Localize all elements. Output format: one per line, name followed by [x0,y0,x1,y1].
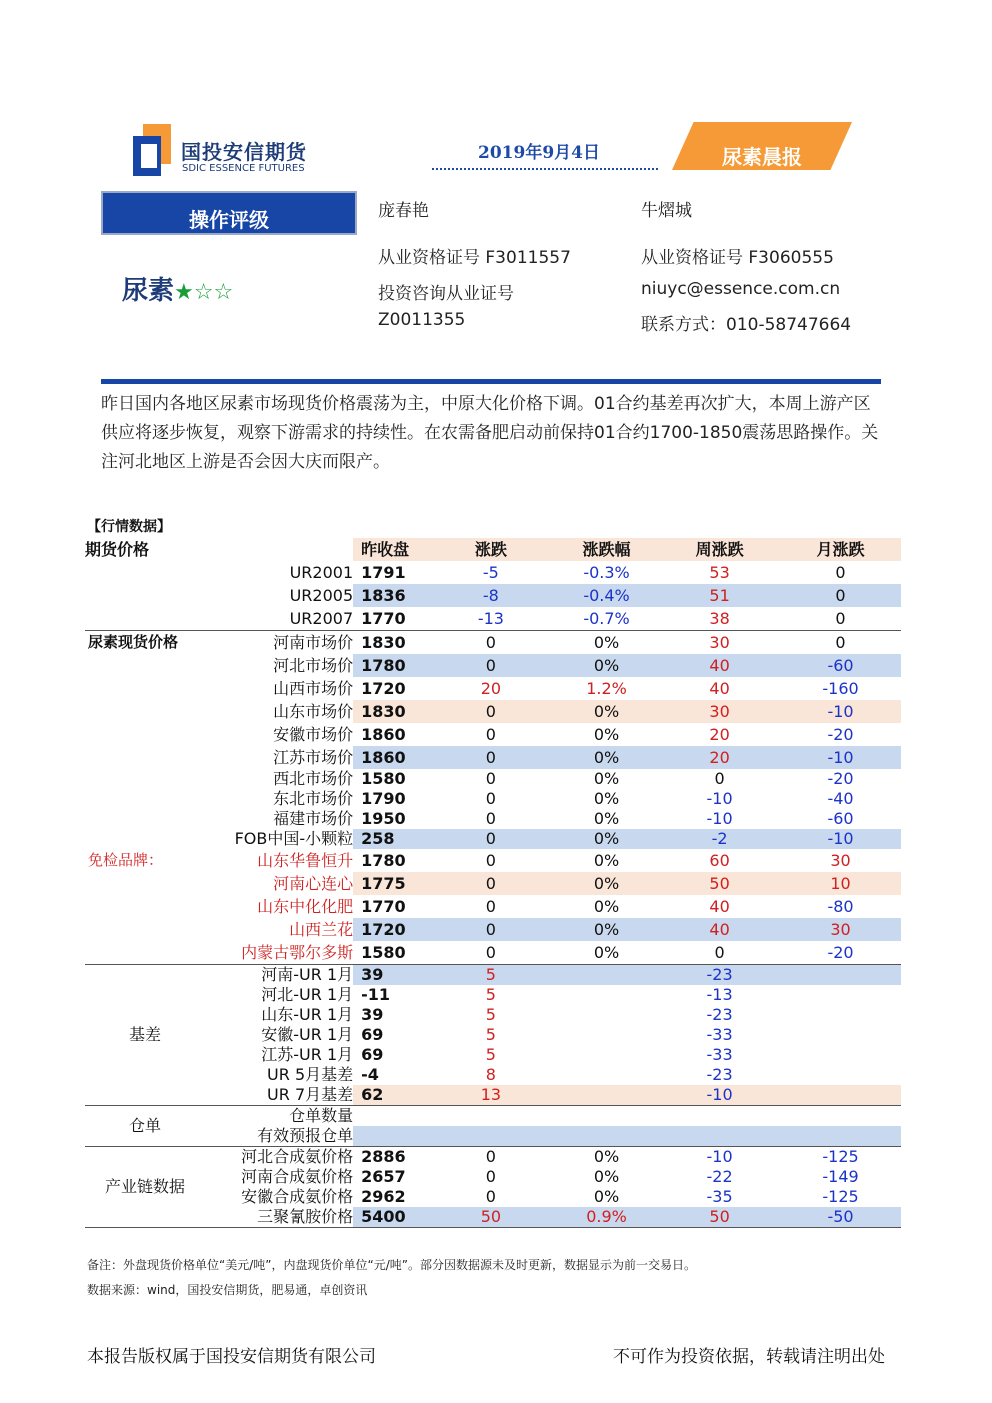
data-source: 数据来源：wind，国投安信期货，肥易通，卓创资讯 [87,1283,368,1297]
basis-row [85,1085,901,1106]
cell-chg: 5 [485,1045,496,1064]
basis-row [85,1045,901,1065]
spot-row [85,809,901,829]
cell-month [780,1025,901,1045]
spot-row [85,829,901,849]
cell-pct: 1.2% [586,679,627,698]
cell-close: 1780 [353,654,428,677]
analyst-2-license[interactable]: 从业资格证号 F3060555 [641,248,834,268]
cell-chg [428,1126,554,1147]
cell-chg: 0 [428,654,554,677]
cell-chg: 5 [485,1005,496,1024]
analyst-2-phone: 联系方式：010-58747664 [641,315,852,335]
row-label: 山西兰花 [289,920,354,939]
cell-pct [554,1085,659,1106]
futures-row [85,607,901,631]
cell-pct: 0% [554,1147,659,1168]
brand-row [85,849,901,872]
cell-chg: -8 [428,584,554,607]
row-label: UR2007 [289,609,354,628]
col-chg: 涨跌 [428,538,554,561]
cell-close: -11 [361,985,391,1004]
chain-row [85,1147,901,1168]
cell-week: -35 [706,1187,733,1206]
cell-pct [554,985,659,1005]
cell-chg: 0 [485,789,496,808]
cell-month: -10 [780,746,901,769]
row-label: 安徽合成氨价格 [241,1187,354,1206]
col-month: 月涨跌 [780,538,901,561]
row-label: 山西市场价 [273,679,354,698]
row-label: 河南-UR 1月 [85,965,353,986]
cell-chg: 0 [428,829,554,849]
cell-month: -10 [780,829,901,849]
cell-close: 39 [353,965,428,986]
cell-month: -10 [780,700,901,723]
rating-label: 操作评级 [189,208,269,232]
cell-pct: 0% [593,1187,620,1206]
cell-pct: 0% [593,789,620,808]
company-name-en: SDIC ESSENCE FUTURES [182,163,305,174]
cell-month: 0 [835,609,846,628]
col-close: 昨收盘 [353,538,428,561]
cell-week: -2 [659,829,780,849]
cell-close: 1836 [353,584,428,607]
rating-value [122,270,233,307]
row-label: UR2001 [289,563,354,582]
cell-chg: 0 [485,769,496,788]
cell-month: -40 [827,789,854,808]
row-label [85,1167,354,1196]
row-label: 内蒙古鄂尔多斯 [241,943,354,962]
cell-pct [554,1126,659,1147]
spot-row [85,746,901,769]
cell-close [353,1106,428,1127]
cell-week: 30 [659,631,780,655]
row-label: UR2005 [289,586,354,605]
cell-pct: -0.3% [583,563,630,582]
row-label: 福建市场价 [273,809,354,828]
cell-close: 1580 [361,769,406,788]
cell-chg: 0 [485,943,496,962]
cell-pct: 0% [593,725,620,744]
row-label [85,631,353,655]
cell-month: -20 [827,769,854,788]
cell-chg: 0 [428,700,554,723]
cell-month: 0 [780,631,901,655]
row-group-label: 产业链数据 [104,1177,185,1196]
cell-month: -149 [822,1167,859,1186]
cell-month: -125 [780,1147,901,1168]
summary-text: 昨日国内各地区尿素市场现货价格震荡为主，中原大化价格下调。01合约基差再次扩大，本周上游产区供应将逐步恢复，观察下游需求的持续性。在农需备肥启动前保持01合约1700-1850震荡思路操作。关注河北地区上游是否会因大庆而限产。 [101,394,879,472]
cell-week: -10 [659,1085,780,1106]
cell-month [780,1126,901,1147]
cell-week: 40 [709,679,730,698]
basis-row [85,1005,901,1025]
date-divider [432,168,658,170]
cell-month [780,965,901,986]
row-label: 三聚氰胺价格 [85,1207,353,1228]
cell-week: 0 [714,769,725,788]
cell-chg: 0 [485,1167,496,1186]
cell-pct: 0% [593,809,620,828]
cell-close: 2962 [361,1187,406,1206]
cell-close [353,1126,428,1147]
cell-close: 1790 [361,789,406,808]
cell-pct: 0.9% [554,1207,659,1228]
cell-week: 40 [659,918,780,941]
cell-close: 1770 [361,897,406,916]
row-label [85,1106,354,1135]
cell-month: -20 [827,943,854,962]
analyst-1-advisory-id: Z0011355 [378,310,466,330]
row-group-label: 免检品牌： [88,851,164,869]
cell-chg: 0 [485,897,496,916]
cell-chg: 0 [485,1187,496,1206]
cell-chg: 5 [485,985,496,1004]
cell-chg: 0 [485,809,496,828]
spot-row [85,723,901,746]
row-label: 河南心连心 [273,874,354,893]
cell-pct [554,1045,659,1065]
cell-pct: 0% [554,700,659,723]
row-label [85,849,353,872]
cell-chg: 20 [480,679,502,698]
cell-pct: -0.7% [583,609,630,628]
cell-close: 258 [353,829,428,849]
row-label: 有效预报仓单 [257,1126,354,1145]
cell-month [780,1085,901,1106]
cell-week: -10 [659,1147,780,1168]
cell-week [659,1126,780,1147]
cell-week: 60 [709,851,730,870]
cell-week: 30 [659,700,780,723]
cell-chg: 0 [428,872,554,895]
cell-chg: 8 [485,1065,496,1084]
basis-row [85,1025,901,1045]
cell-pct: 0% [554,631,659,655]
cell-month [780,985,901,1005]
basis-row [85,1065,901,1085]
row-label: FOB中国-小颗粒 [234,829,354,848]
row-group-label: 尿素现货价格 [88,633,179,651]
brand-row [85,895,901,918]
cell-pct: 0% [593,851,620,870]
row-label: 河北市场价 [273,656,354,675]
cell-close: 1950 [361,809,406,828]
row-label: 江苏市场价 [273,748,354,767]
row-label: UR 7月基差 [267,1085,354,1104]
cell-close: 2657 [361,1167,406,1186]
cell-close: 1775 [353,872,428,895]
cell-chg: -5 [482,563,499,582]
row-label-text: 安徽-UR 1月 [261,1025,354,1044]
cell-month [780,1106,901,1127]
cell-month: -80 [827,897,854,916]
cell-month: -125 [822,1187,859,1206]
cell-close: 1770 [361,609,406,628]
cell-close: 39 [361,1005,384,1024]
footer-copyright: 本报告版权属于国投安信期货有限公司 [87,1347,376,1367]
cell-close: 62 [353,1085,428,1106]
row-label: 河北-UR 1月 [261,985,354,1004]
row-label: 山东市场价 [273,702,354,721]
cell-month: 10 [780,872,901,895]
row-group-label: 基差 [128,1025,161,1044]
row-label: UR 5月基差 [267,1065,354,1084]
cell-pct [554,1025,659,1045]
spot-row [85,700,901,723]
row-label [85,1025,353,1045]
cell-week: -13 [706,985,733,1004]
cell-week: -33 [706,1045,733,1064]
report-title: 尿素晨报 [722,145,802,169]
table-note: 备注：外盘现货价格单位“美元/吨”，内盘现货价单位“元/吨”。部分因数据源未及时更新，数据显示为前一交易日。 [87,1258,696,1272]
cell-close: 5400 [353,1207,428,1228]
chain-row [85,1187,901,1207]
row-label-text: 河南市场价 [273,633,354,652]
spot-row [85,677,901,700]
cell-chg [428,1106,554,1127]
cell-month: -60 [780,654,901,677]
company-name: 国投安信期货 [181,140,307,164]
cell-month: -160 [822,679,859,698]
chain-row [85,1207,901,1228]
col-pct: 涨跌幅 [554,538,659,561]
brand-row [85,872,901,895]
row-label: 安徽市场价 [273,725,354,744]
cell-close: 1830 [353,631,428,655]
rating-product: 尿素 [122,276,175,306]
cell-chg: 0 [428,746,554,769]
cell-chg: 5 [485,1025,496,1044]
cell-close: 2886 [353,1147,428,1168]
cell-week: -22 [706,1167,733,1186]
cell-month: 0 [835,563,846,582]
spot-row [85,654,901,677]
row-label: 河北合成氨价格 [85,1147,353,1168]
cell-close: 1720 [353,918,428,941]
col-week: 周涨跌 [659,538,780,561]
cell-month: -60 [827,809,854,828]
row-label-text: 山东华鲁恒升 [257,851,354,870]
cell-week: 38 [709,609,730,628]
cell-close: -4 [361,1065,379,1084]
cell-week: -10 [706,809,733,828]
futures-row [85,584,901,607]
analyst-2-name: 牛熠城 [641,201,692,221]
cell-week: 51 [659,584,780,607]
cell-week: 50 [659,872,780,895]
cell-week: 50 [659,1207,780,1228]
cell-week [659,1106,780,1127]
brand-row [85,941,901,965]
chain-row [85,1167,901,1187]
row-label: 山东-UR 1月 [261,1005,354,1024]
row-label: 江苏-UR 1月 [261,1045,354,1064]
cell-week: -23 [706,1005,733,1024]
cell-week: 40 [709,897,730,916]
cell-chg: -13 [477,609,504,628]
spot-row [85,631,901,655]
cell-chg: 0 [428,918,554,941]
cell-month: 0 [780,584,901,607]
cell-pct: 0% [593,769,620,788]
cell-close: 1830 [353,700,428,723]
analyst-1-name: 庞春艳 [378,201,429,221]
cell-week: 20 [709,725,730,744]
row-label: 山东中化化肥 [257,897,354,916]
cell-close: 1791 [361,563,406,582]
cell-close: 1860 [361,725,406,744]
cell-chg: 5 [428,965,554,986]
cell-pct [554,1005,659,1025]
report-date: 2019年9月4日 [478,143,600,163]
analyst-1-license: 从业资格证号 F3011557 [378,248,571,268]
cell-pct: 0% [554,654,659,677]
cell-month: 30 [780,918,901,941]
warehouse-row [85,1106,901,1127]
col-futures: 期货价格 [85,538,353,561]
table-header-row [85,538,901,561]
cell-pct: 0% [554,829,659,849]
cell-week: 0 [714,943,725,962]
cell-pct [554,965,659,986]
brand-row [85,918,901,941]
cell-week: -33 [706,1025,733,1044]
analyst-2-email[interactable]: niuyc@essence.com.cn [641,279,841,299]
row-group-label: 仓单 [128,1116,161,1135]
cell-pct: 0% [593,1167,620,1186]
row-label-text: 仓单数量 [289,1106,354,1125]
row-label-text: 河南合成氨价格 [241,1167,354,1186]
cell-close: 1860 [353,746,428,769]
cell-pct: 0% [554,872,659,895]
cell-month [780,1005,901,1025]
cell-pct: 0% [593,943,620,962]
cell-close: 1780 [361,851,406,870]
basis-row [85,965,901,986]
rating-stars: ★☆☆ [174,280,234,305]
cell-chg: 0 [428,1147,554,1168]
spot-row [85,769,901,789]
table-section-title: 【行情数据】 [87,519,171,535]
cell-month: -50 [780,1207,901,1228]
analyst-1-advisory-label: 投资咨询从业证号 [378,284,514,304]
cell-month [780,1045,901,1065]
cell-pct: -0.4% [554,584,659,607]
cell-chg: 50 [428,1207,554,1228]
cell-pct: 0% [554,918,659,941]
cell-close: 69 [361,1025,384,1044]
cell-week: -23 [706,1065,733,1084]
market-data-table [85,538,901,1228]
cell-month [780,1065,901,1085]
section-divider [101,379,881,384]
row-label: 东北市场价 [273,789,354,808]
cell-close: 1580 [361,943,406,962]
futures-row [85,561,901,584]
footer-disclaimer: 不可作为投资依据，转载请注明出处 [613,1347,885,1367]
cell-week: 40 [659,654,780,677]
warehouse-row [85,1126,901,1147]
cell-week: 53 [709,563,730,582]
cell-month: -20 [827,725,854,744]
cell-chg: 13 [428,1085,554,1106]
cell-month: 30 [830,851,851,870]
basis-row [85,985,901,1005]
cell-chg: 0 [485,851,496,870]
cell-close: 69 [361,1045,384,1064]
cell-week: -23 [659,965,780,986]
spot-row [85,789,901,809]
cell-week: 20 [659,746,780,769]
cell-chg: 0 [485,725,496,744]
row-label: 西北市场价 [273,769,354,788]
cell-pct [554,1106,659,1127]
cell-chg: 0 [428,631,554,655]
company-logo-icon [133,124,171,176]
cell-pct [554,1065,659,1085]
cell-week: -10 [706,789,733,808]
cell-pct: 0% [593,897,620,916]
cell-close: 1720 [361,679,406,698]
cell-pct: 0% [554,746,659,769]
